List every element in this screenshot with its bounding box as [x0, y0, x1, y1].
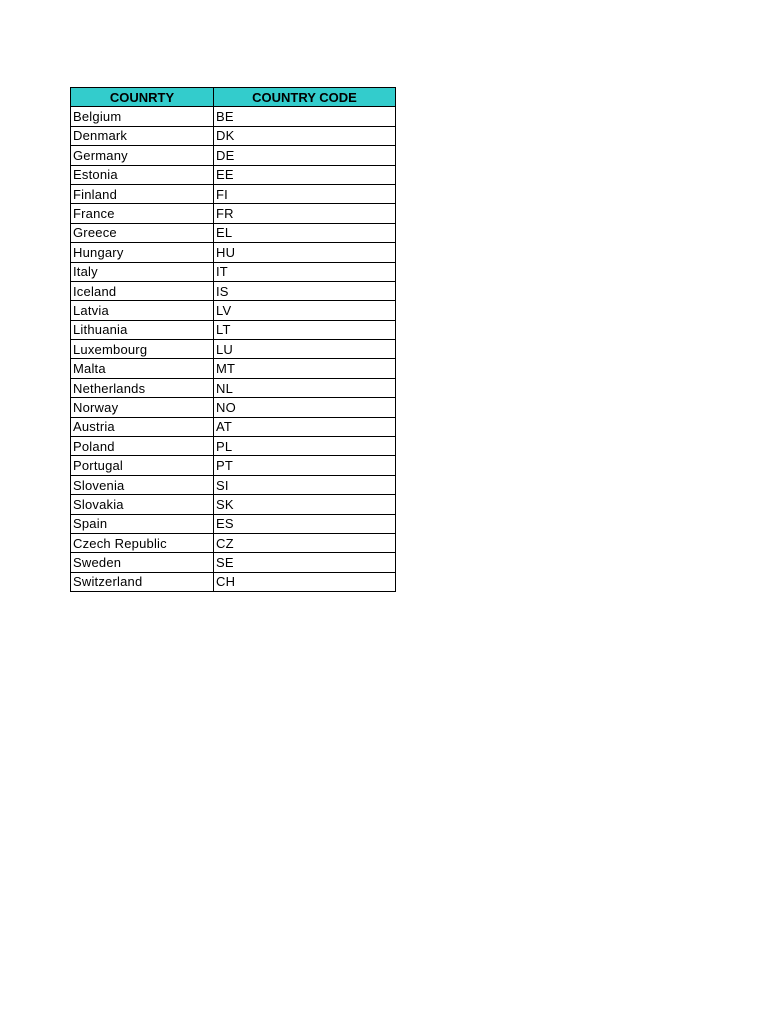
- country-code-cell[interactable]: PT: [214, 456, 396, 475]
- table-row: [71, 359, 396, 378]
- table-body: [71, 107, 396, 592]
- country-cell[interactable]: Hungary: [71, 243, 214, 262]
- table-row: [71, 553, 396, 572]
- country-code-cell[interactable]: HU: [214, 243, 396, 262]
- column-header-country[interactable]: COUNRTY: [71, 88, 214, 107]
- table-row: [71, 398, 396, 417]
- country-code-cell[interactable]: DK: [214, 126, 396, 145]
- country-code-table: [70, 87, 396, 592]
- country-cell[interactable]: Italy: [71, 262, 214, 281]
- table-row: [71, 184, 396, 203]
- country-cell[interactable]: Netherlands: [71, 378, 214, 397]
- country-cell[interactable]: Malta: [71, 359, 214, 378]
- country-code-cell[interactable]: LU: [214, 340, 396, 359]
- country-code-cell[interactable]: FR: [214, 204, 396, 223]
- table-row: [71, 281, 396, 300]
- table-row: [71, 456, 396, 475]
- country-cell[interactable]: Poland: [71, 437, 214, 456]
- country-cell[interactable]: Iceland: [71, 281, 214, 300]
- country-cell[interactable]: Sweden: [71, 553, 214, 572]
- country-code-cell[interactable]: FI: [214, 184, 396, 203]
- table-row: [71, 223, 396, 242]
- country-cell[interactable]: Switzerland: [71, 572, 214, 591]
- table-row: [71, 378, 396, 397]
- table-row: [71, 475, 396, 494]
- country-cell[interactable]: Latvia: [71, 301, 214, 320]
- table-row: [71, 437, 396, 456]
- table-row: [71, 204, 396, 223]
- country-cell[interactable]: Estonia: [71, 165, 214, 184]
- spreadsheet-area: [70, 87, 396, 592]
- country-cell[interactable]: Denmark: [71, 126, 214, 145]
- country-code-cell[interactable]: NO: [214, 398, 396, 417]
- country-cell[interactable]: Slovenia: [71, 475, 214, 494]
- table-row: [71, 146, 396, 165]
- table-row: [71, 107, 396, 126]
- country-code-cell[interactable]: LT: [214, 320, 396, 339]
- country-cell[interactable]: Slovakia: [71, 495, 214, 514]
- table-row: [71, 165, 396, 184]
- country-cell[interactable]: Germany: [71, 146, 214, 165]
- country-cell[interactable]: France: [71, 204, 214, 223]
- table-row: [71, 533, 396, 552]
- table-row: [71, 417, 396, 436]
- table-row: [71, 514, 396, 533]
- table-row: [71, 572, 396, 591]
- country-cell[interactable]: Luxembourg: [71, 340, 214, 359]
- country-cell[interactable]: Czech Republic: [71, 533, 214, 552]
- country-cell[interactable]: Spain: [71, 514, 214, 533]
- country-cell[interactable]: Greece: [71, 223, 214, 242]
- country-code-cell[interactable]: ES: [214, 514, 396, 533]
- country-code-cell[interactable]: BE: [214, 107, 396, 126]
- table-row: [71, 243, 396, 262]
- country-cell[interactable]: Belgium: [71, 107, 214, 126]
- country-cell[interactable]: Lithuania: [71, 320, 214, 339]
- country-code-cell[interactable]: PL: [214, 437, 396, 456]
- country-code-cell[interactable]: DE: [214, 146, 396, 165]
- country-code-cell[interactable]: SK: [214, 495, 396, 514]
- country-code-cell[interactable]: EE: [214, 165, 396, 184]
- table-row: [71, 495, 396, 514]
- country-code-cell[interactable]: AT: [214, 417, 396, 436]
- table-row: [71, 301, 396, 320]
- country-code-cell[interactable]: MT: [214, 359, 396, 378]
- country-code-cell[interactable]: NL: [214, 378, 396, 397]
- country-code-cell[interactable]: IS: [214, 281, 396, 300]
- country-cell[interactable]: Portugal: [71, 456, 214, 475]
- country-code-cell[interactable]: SE: [214, 553, 396, 572]
- country-code-cell[interactable]: IT: [214, 262, 396, 281]
- header-row: [71, 88, 396, 107]
- table-row: [71, 126, 396, 145]
- country-code-cell[interactable]: LV: [214, 301, 396, 320]
- country-code-cell[interactable]: SI: [214, 475, 396, 494]
- country-code-cell[interactable]: EL: [214, 223, 396, 242]
- table-row: [71, 320, 396, 339]
- country-code-cell[interactable]: CZ: [214, 533, 396, 552]
- table-row: [71, 340, 396, 359]
- table-row: [71, 262, 396, 281]
- column-header-country-code[interactable]: COUNTRY CODE: [214, 88, 396, 107]
- country-cell[interactable]: Norway: [71, 398, 214, 417]
- country-code-cell[interactable]: CH: [214, 572, 396, 591]
- country-cell[interactable]: Austria: [71, 417, 214, 436]
- country-cell[interactable]: Finland: [71, 184, 214, 203]
